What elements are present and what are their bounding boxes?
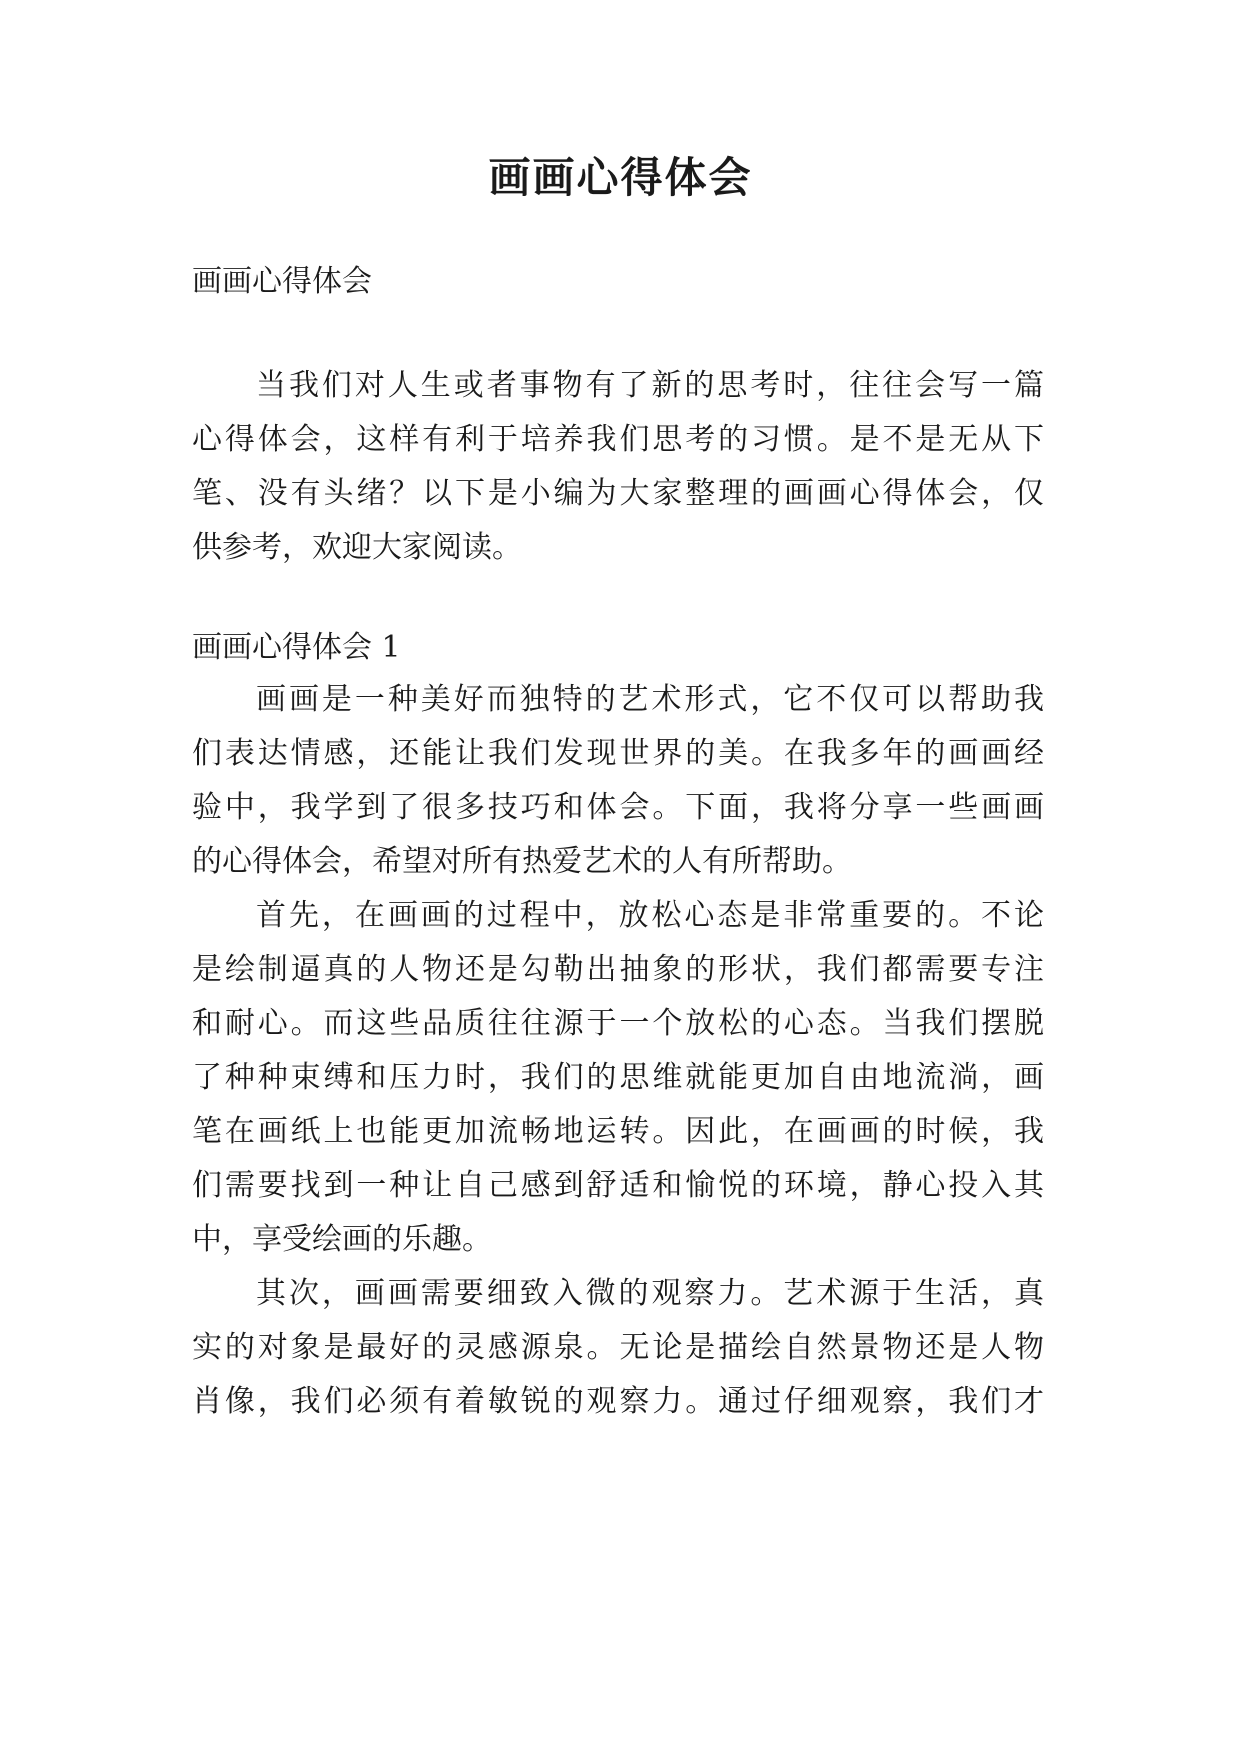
paragraph-line: 们需要找到一种让自己感到舒适和愉悦的环境，静心投入其: [192, 1168, 1044, 1203]
paragraph-line: 是绘制逼真的人物还是勾勒出抽象的形状，我们都需要专注: [192, 952, 1044, 987]
paragraph-line: 的心得体会，希望对所有热爱艺术的人有所帮助。: [192, 844, 852, 879]
paragraph-line: 们表达情感，还能让我们发现世界的美。在我多年的画画经: [192, 736, 1044, 771]
intro-line: 当我们对人生或者事物有了新的思考时，往往会写一篇: [256, 368, 1044, 403]
paragraph-line: 和耐心。而这些品质往往源于一个放松的心态。当我们摆脱: [192, 1006, 1044, 1041]
paragraph-line: 肖像，我们必须有着敏锐的观察力。通过仔细观察，我们才: [192, 1384, 1044, 1419]
paragraph-line: 首先，在画画的过程中，放松心态是非常重要的。不论: [256, 898, 1044, 933]
intro-line: 供参考，欢迎大家阅读。: [192, 530, 522, 565]
paragraph-line: 笔在画纸上也能更加流畅地运转。因此，在画画的时候，我: [192, 1114, 1044, 1149]
paragraph-line: 画画是一种美好而独特的艺术形式，它不仅可以帮助我: [256, 682, 1044, 717]
paragraph-line: 其次，画画需要细致入微的观察力。艺术源于生活，真: [256, 1276, 1044, 1311]
document-subtitle: 画画心得体会: [192, 264, 372, 299]
paragraph-line: 实的对象是最好的灵感源泉。无论是描绘自然景物还是人物: [192, 1330, 1044, 1365]
paragraph-line: 验中，我学到了很多技巧和体会。下面，我将分享一些画画: [192, 790, 1044, 825]
paragraph-line: 中，享受绘画的乐趣。: [192, 1222, 492, 1257]
section-heading: 画画心得体会 1: [192, 630, 401, 665]
intro-line: 笔、没有头绪？以下是小编为大家整理的画画心得体会，仅: [192, 476, 1044, 511]
intro-line: 心得体会，这样有利于培养我们思考的习惯。是不是无从下: [192, 422, 1044, 457]
document-title: 画画心得体会: [488, 153, 753, 202]
paragraph-line: 了种种束缚和压力时，我们的思维就能更加自由地流淌，画: [192, 1060, 1044, 1095]
